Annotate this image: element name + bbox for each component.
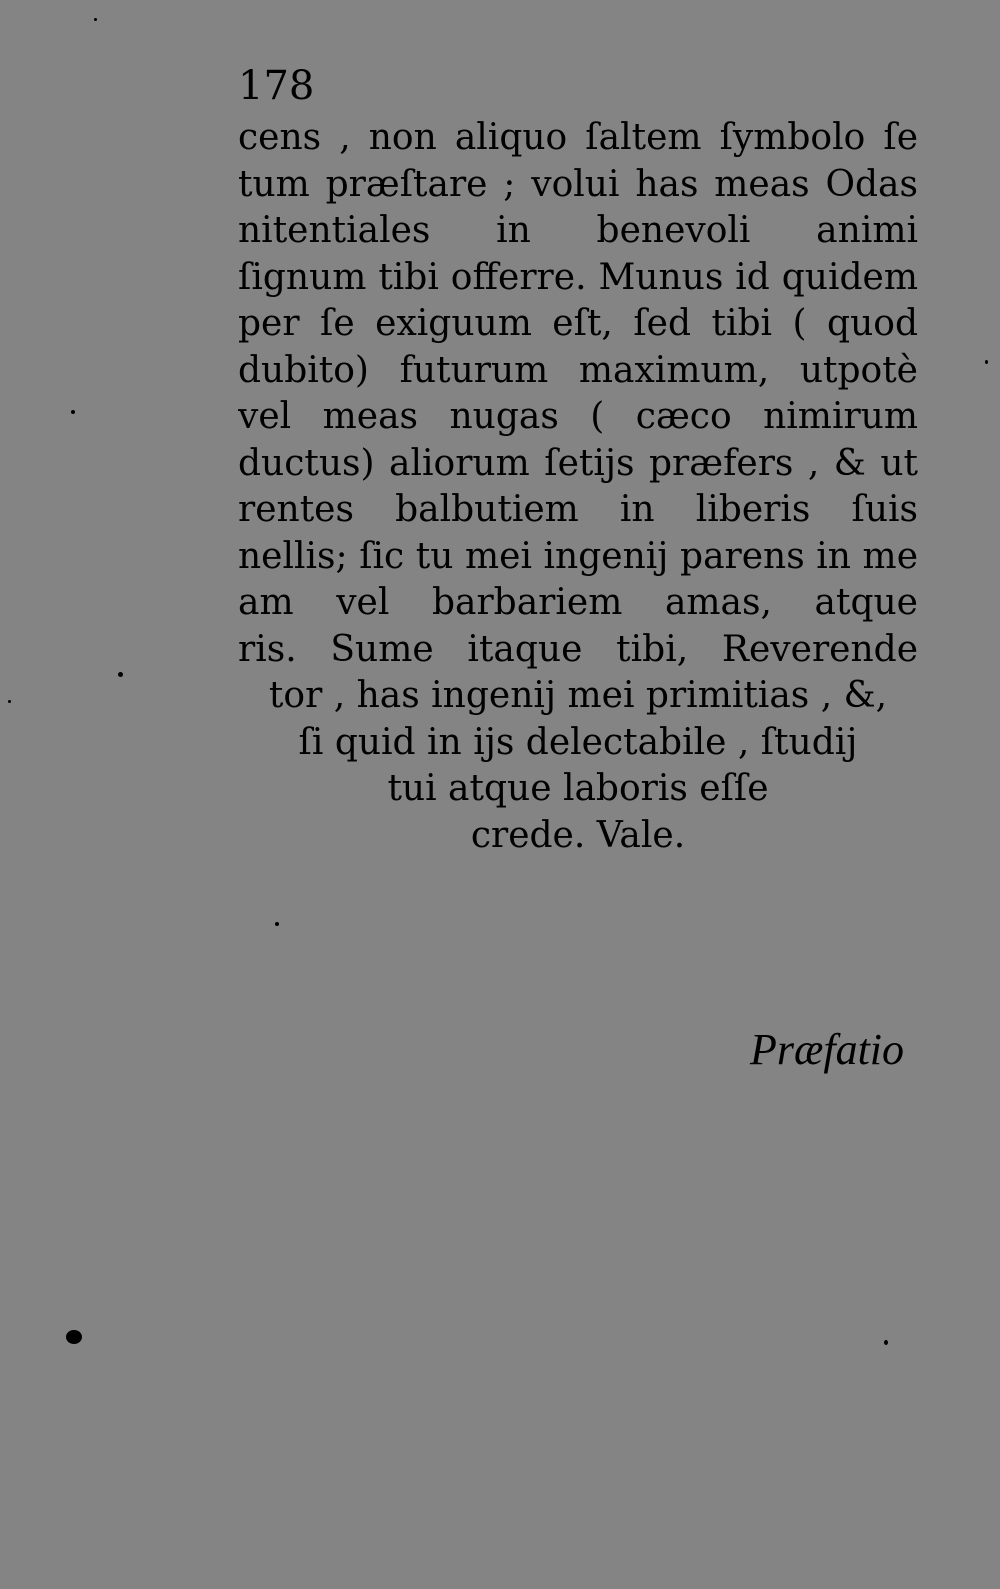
text-line: nellis; ſic tu mei ingenij parens in me <box>238 535 918 577</box>
text-line: tui atque laboris eſſe <box>387 768 769 809</box>
scan-speck <box>275 922 279 926</box>
text-line: ſignum tibi offerre. Munus id quidem <box>238 256 918 298</box>
text-line: tum præſtare ; volui has meas Odas <box>238 163 918 205</box>
catchword: Præfatio <box>750 1025 905 1074</box>
text-line: ſi quid in ijs delectabile , ſtudij <box>298 721 858 763</box>
text-line: am vel barbariem amas, atque <box>238 582 918 623</box>
text-line: per ſe exiguum eſt, ſed tibi ( quod <box>238 303 918 344</box>
scan-speck <box>118 672 123 677</box>
text-line: tor , has ingenij mei primitias , &, <box>268 675 888 716</box>
scan-speck <box>884 1340 888 1345</box>
page-number: 178 <box>238 63 315 109</box>
body-text <box>238 115 918 859</box>
scan-speck <box>66 1330 82 1344</box>
text-line: crede. Vale. <box>470 814 686 856</box>
scan-speck <box>71 410 75 414</box>
text-line: cens , non aliquo ſaltem ſymbolo ſe <box>238 117 918 158</box>
text-line: ductus) aliorum ſetijs præfers , & ut <box>238 442 918 484</box>
text-line: nitentiales in benevoli animi <box>238 210 918 251</box>
text-line: ris. Sume itaque tibi, Reverende <box>238 628 918 670</box>
text-line: vel meas nugas ( cæco nimirum <box>238 396 918 437</box>
scan-speck <box>8 700 11 703</box>
scan-speck <box>94 18 97 21</box>
text-line: dubito) futurum maximum, utpotè <box>238 349 918 391</box>
scan-speck <box>985 360 988 364</box>
text-line: rentes balbutiem in liberis ſuis <box>238 489 918 530</box>
